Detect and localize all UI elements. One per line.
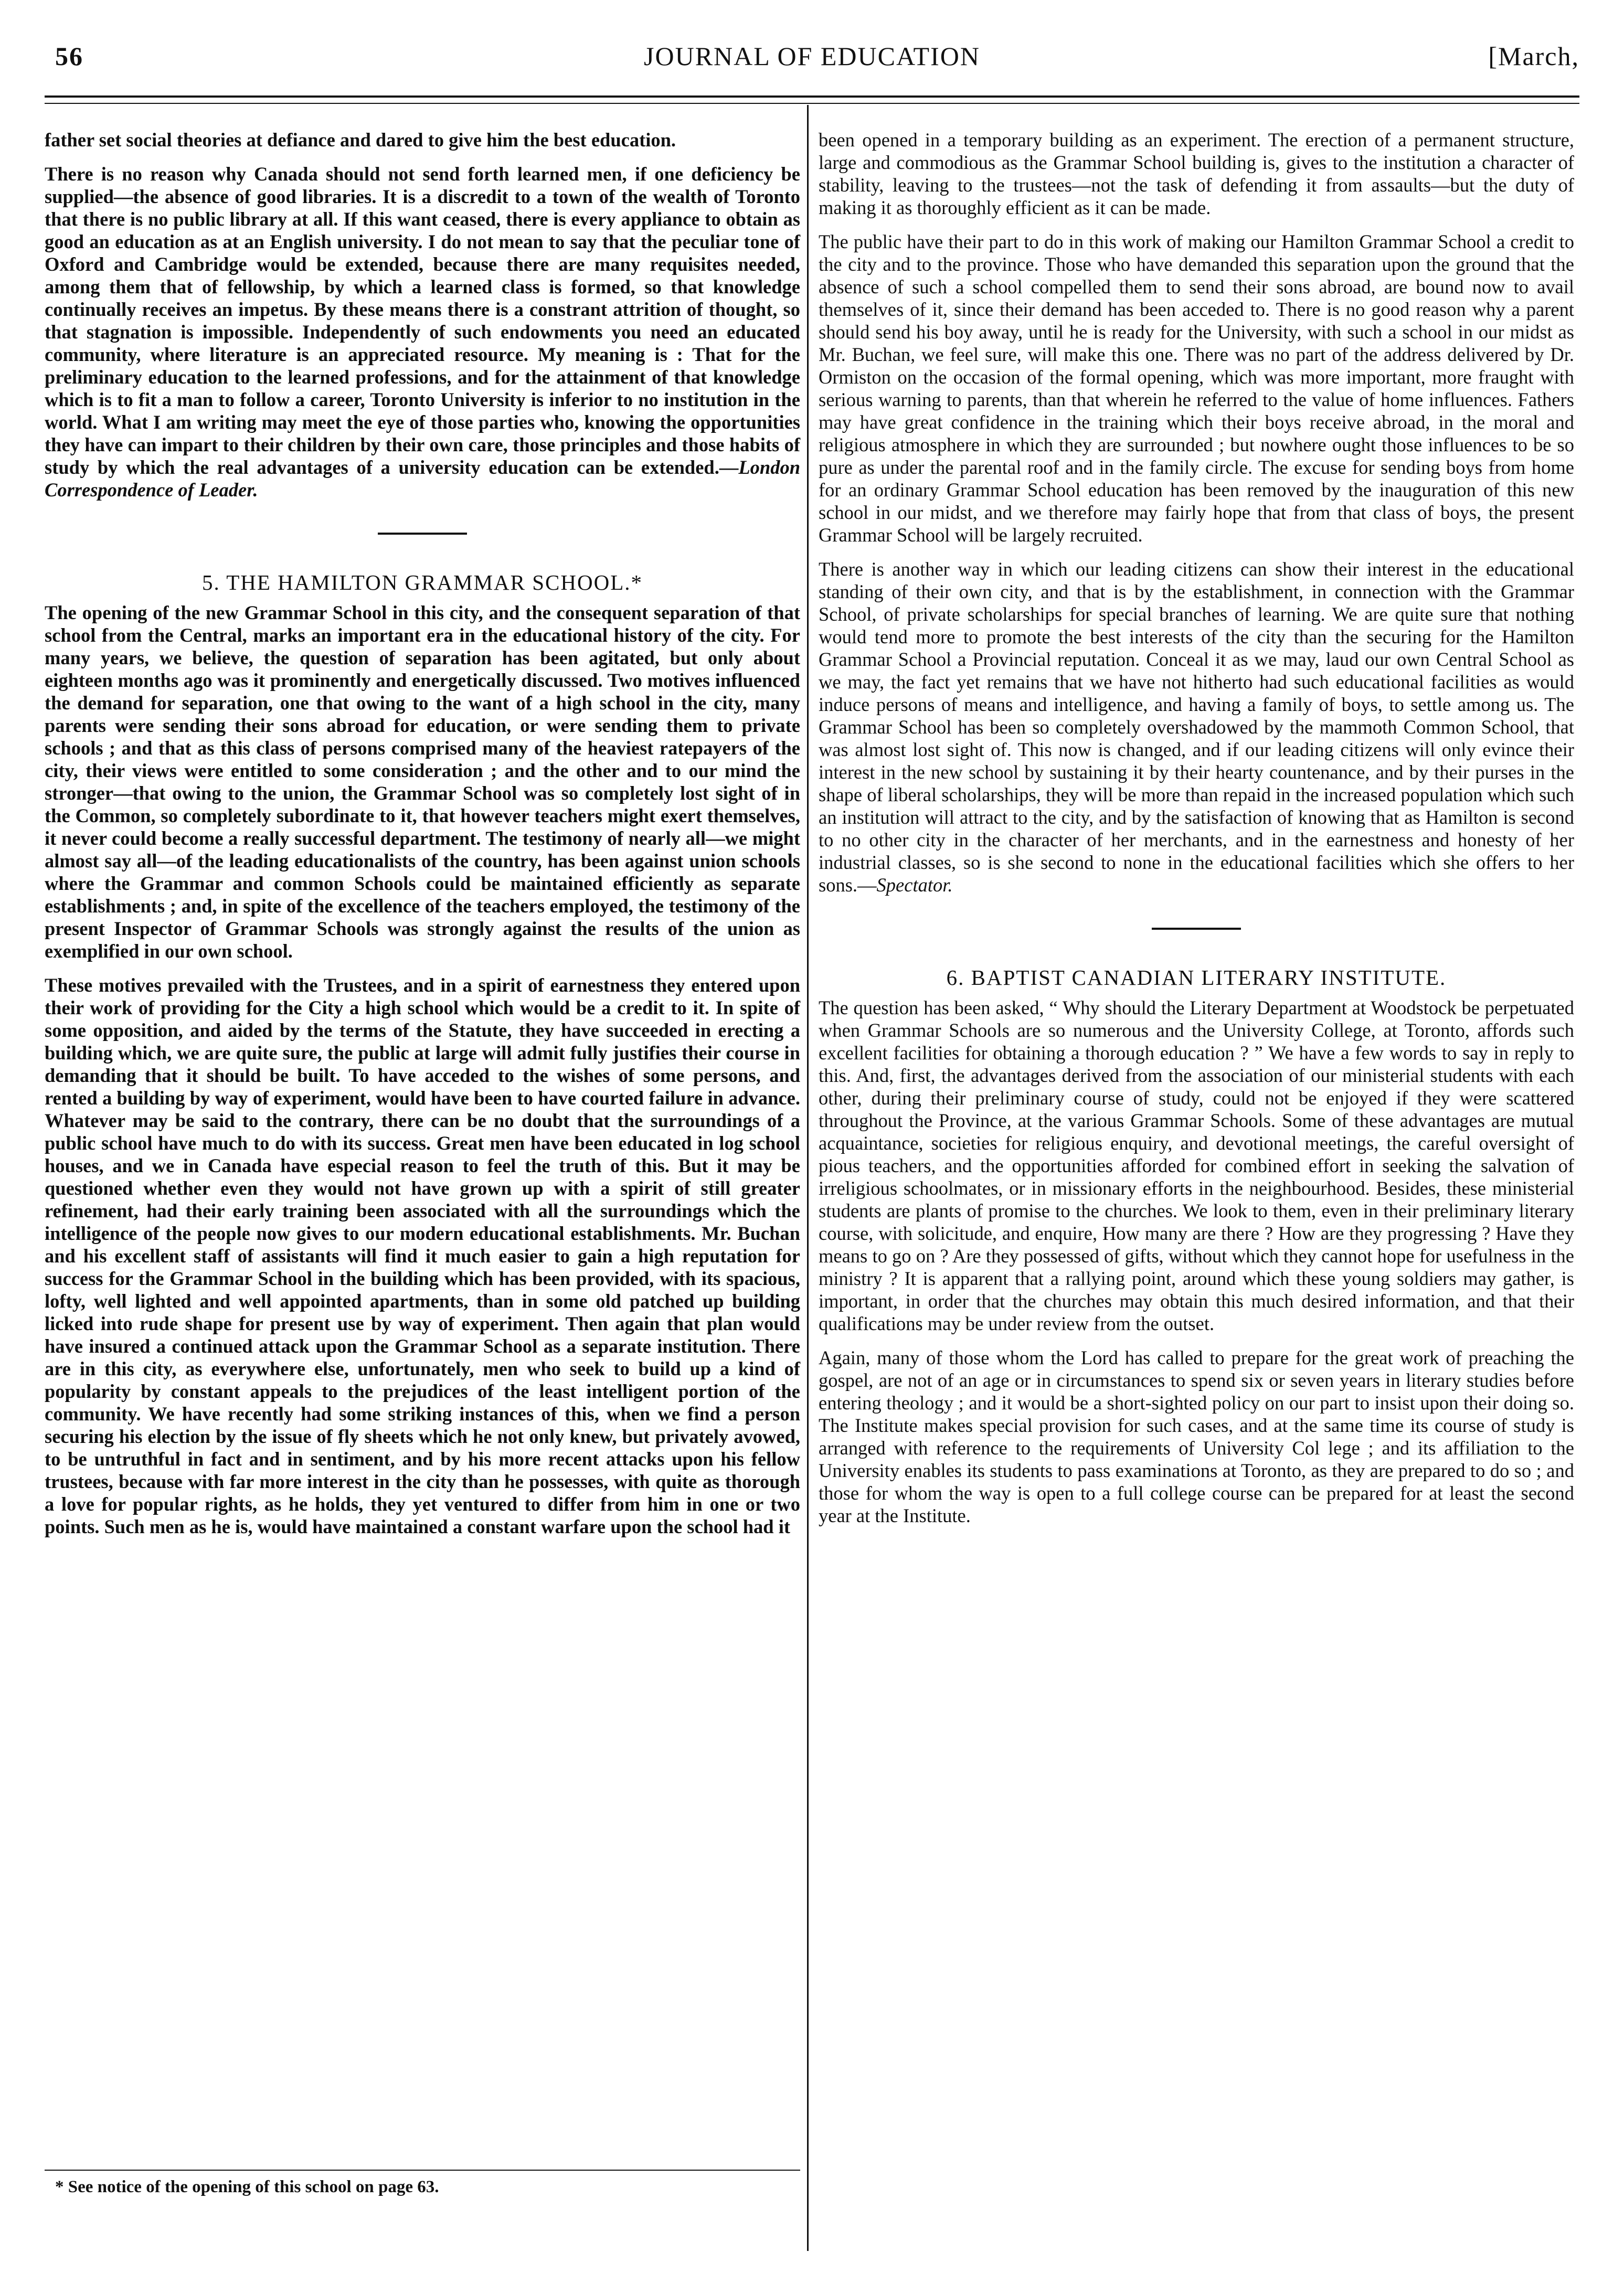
left-column <box>45 129 800 1549</box>
header-rule-thin <box>45 103 1579 104</box>
issue-month: [March, <box>1488 41 1579 71</box>
article-body <box>45 601 800 1538</box>
paragraph-text: There is no reason why Canada should not send forth learned men, if one deficiency be supplied—the absence of good libraries. It is a discredit to a town of the wealth of Toronto that there is no public library at all. If this want ceased, there is every appliance to obtain as good an education as at an English university. I do not mean to say that the peculiar tone of Oxford and Cambridge would be extended, because there are many requisites needed, among them that of fellowship, by which a learned class is formed, so that knowledge continually receives an impetus. By these means there is a constrant attrition of thought, so that stagnation is impossible. Independently of such endowments you need an educated community, where literature is an appreciated resource. My meaning is : That for the preliminary education to the learned professions, and for the attainment of that knowledge which is to fit a man to follow a career, Toronto University is inferior to no institution in the world. What I am writing may meet the eye of those parties who, knowing the opportunities they have can impart to their children by their own care, those principles and those habits of study by which the real advantages of a university education can be extended.— <box>45 163 800 478</box>
journal-title: JOURNAL OF EDUCATION <box>644 41 980 71</box>
header-rule-thick <box>45 95 1579 98</box>
column-divider <box>807 105 809 2251</box>
paragraph: The opening of the new Grammar School in this city, and the consequent separation of that school from the Central, marks an important era in the educational history of the city. For many years, we believe, the question of separation has been agitated, but only about eighteen months ago was it prominently and energetically discussed. Two motives influenced the demand for separation, one that owing to the want of a high school in the city, many parents were sending their sons abroad for education, or were sending them to private schools ; and that as this class of persons comprised many of the heaviest ratepayers of the city, their views were entitled to some consideration ; and the other and to our mind the stronger—that owing to the union, the Grammar School was so completely lost sight of in the Common, so completely subordinate to it, that however teachers might exert themselves, it never could become a really successful department. The testimony of nearly all—we might almost say all—of the leading educationalists of the country, has been against union schools where the Grammar and common Schools could be maintained efficiently as separate establishments ; and, in spite of the excellence of the teachers employed, the testimony of the present Inspector of Grammar Schools was strongly against the results of the union as exemplified in our own school. <box>45 602 800 962</box>
right-column <box>819 129 1574 1538</box>
paragraph <box>819 558 1574 896</box>
page-number: 56 <box>55 41 83 71</box>
paragraph: These motives prevailed with the Trustees, and in a spirit of earnestness they entered upon their work of providing for the City a high school which would be a credit to it. In spite of some opposition, and aided by the terms of the Statute, they have succeeded in erecting a building which, we are quite sure, the public at large will admit fully justifies their course in demanding that it should be built. To have acceded to the wishes of some persons, and rented a building by way of experiment, would have been to have courted failure in advance. Whatever may be said to the contrary, there can be no doubt that the surroundings of a public school have much to do with its success. Great men have been educated in log school houses, and we in Canada have especial reason to feel the truth of this. But it may be questioned whether even they would not have grown up with a spirit of still greater refinement, had their early training been associated with all the surroundings which the intelligence of the people now gives to our modern educational establishments. Mr. Buchan and his excellent staff of assistants will find it much easier to gain a high reputation for success for the Grammar School in the building which has been provided, with its spacious, lofty, well lighted and well appointed apartments, than in some old patched up building licked into rude shape for present use by way of experiment. Then again that plan would have insured a continued attack upon the Grammar School as a separate institution. There are in this city, as everywhere else, unfortunately, men who seek to build up a kind of popularity by constant appeals to the prejudices of the least intelligent portion of the community. We have recently had some striking instances of this, when we find a person securing his election by the issue of fly sheets which he not only knew, but privately avowed, to be untruthful in fact and in sentiment, and by his more recent attacks upon his fellow trustees, because with far more interest in the city than he possesses, with quite as thorough a love for popular rights, as he holds, they yet ventured to differ from him in one or two points. Such men as he is, would have maintained a constant warfare upon the school had it <box>45 974 800 1537</box>
page-header <box>45 41 1579 93</box>
footnote: * See notice of the opening of this school on page 63. <box>55 2178 439 2196</box>
paragraph: been opened in a temporary building as an experiment. The erection of a permanent structure, large and commodious as the Grammar School building is, gives to the institution a character of stability, leaving to the trustees—not the task of defending it from assaults—but the duty of making it as thoroughly efficient as it can be made. <box>819 129 1574 218</box>
section-divider <box>378 533 467 535</box>
source-signature: Spectator. <box>876 874 953 896</box>
paragraph-text: There is another way in which our leading citizens can show their interest in the educational standing of their own city, and that is by the establishment, in connection with the Grammar School, of private scholarships for special branches of learning. We are quite sure that nothing would tend more to promote the best interests of the city than the securing for the Hamilton Grammar School a Provincial reputation. Conceal it as we may, laud our own Central School as we may, the fact yet remains that we have not hitherto had such educational facilities as would induce persons of means and intelligence, and having a family of boys, to settle among us. The Grammar School has been so completely overshadowed by the mammoth Common School, that was almost lost sight of. This now is changed, and if our leading citizens will only evince their interest in the new school by sustaining it by their hearty countenance, and by their purses in the shape of liberal scholarships, they will be more than repaid in the increased population which such an institution will attract to the city, and by the satisfaction of knowing that as Hamilton is second to no other city in the character of her merchants, and in the earnestness and honesty of her industrial classes, so is she second to none in the educational facilities which she offers to her sons.— <box>819 558 1574 896</box>
section-heading: 6. BAPTIST CANADIAN LITERARY INSTITUTE. <box>946 965 1447 990</box>
source-signature: London Correspondence of Leader. <box>45 456 800 501</box>
paragraph: The public have their part to do in this work of making our Hamilton Grammar School a credit to the city and to the province. Those who have demanded this separation upon the ground that the absence of such a school compelled them to send their sons abroad, are bound now to avail themselves of it, since their demand has been acceded to. There is no good reason why a parent should send his boy away, until he is ready for the University, with such a school in our midst as Mr. Buchan, we feel sure, will make this one. There was no part of the address delivered by Dr. Ormiston on the occasion of the formal opening, which was more important, more fraught with serious warning to parents, than that wherein he referred to the value of home influences. Fathers may have great confidence in the training which their boys receive abroad, in the moral and religious atmosphere in which they are surrounded ; but nowhere ought those influences to be so pure as under the parental roof and in the family circle. The excuse for sending boys from home for an ordinary Grammar School education has been removed by the inauguration of this new school in our midst, and we therefore may fairly hope that from that class of boys, the present Grammar School will be largely recruited. <box>819 231 1574 546</box>
previous-article-end <box>45 129 800 501</box>
footnote-rule <box>45 2170 800 2171</box>
paragraph: The question has been asked, “ Why should the Literary Department at Woodstock be perpetuated when Grammar Schools are so numerous and the University College, at Toronto, affords such excellent facilities for obtaining a thorough education ? ” We have a few words to say in reply to this. And, first, the advantages derived from the association of our ministerial students with each other, during their preliminary course of study, could not be enjoyed if they were scattered throughout the Province, at the various Grammar Schools. Some of these advantages are mutual acquaintance, societies for religious enquiry, and devotional meetings, the careful oversight of pious teachers, and the opportunities afforded for combined effort in seeking the salvation of irreligious schoolmates, or in missionary efforts in the neighbourhood. Besides, these ministerial students are plants of promise to the churches. We look to them, even in their preliminary literary course, with solicitude, and enquire, How many are there ? How are they progressing ? Have they means to go on ? Are they possessed of gifts, without which they cannot hope for usefulness in the ministry ? It is apparent that a rallying point, around which these young soldiers may gather, is important, in order that the churches may obtain this much desired information, and that their qualifications may be under review from the outset. <box>819 997 1574 1334</box>
paragraph <box>45 163 800 501</box>
paragraph: Again, many of those whom the Lord has called to prepare for the great work of preaching the gospel, are not of an age or in circumstances to spend six or seven years in literary studies before entering theology ; and it would be a short-sighted policy on our part to insist upon their doing so. The Institute makes special provision for such cases, and at the same time its course of study is arranged with reference to the requirements of University Col lege ; and its affiliation to the University enables its students to pass examinations at Toronto, as they are prepared to do so ; and those for whom the way is open to a full college course can be prepared for at least the second year at the Institute. <box>819 1347 1574 1526</box>
section-heading: 5. THE HAMILTON GRAMMAR SCHOOL.* <box>201 570 643 594</box>
paragraph: father set social theories at defiance and dared to give him the best education. <box>45 129 676 151</box>
section-divider <box>1152 928 1241 930</box>
